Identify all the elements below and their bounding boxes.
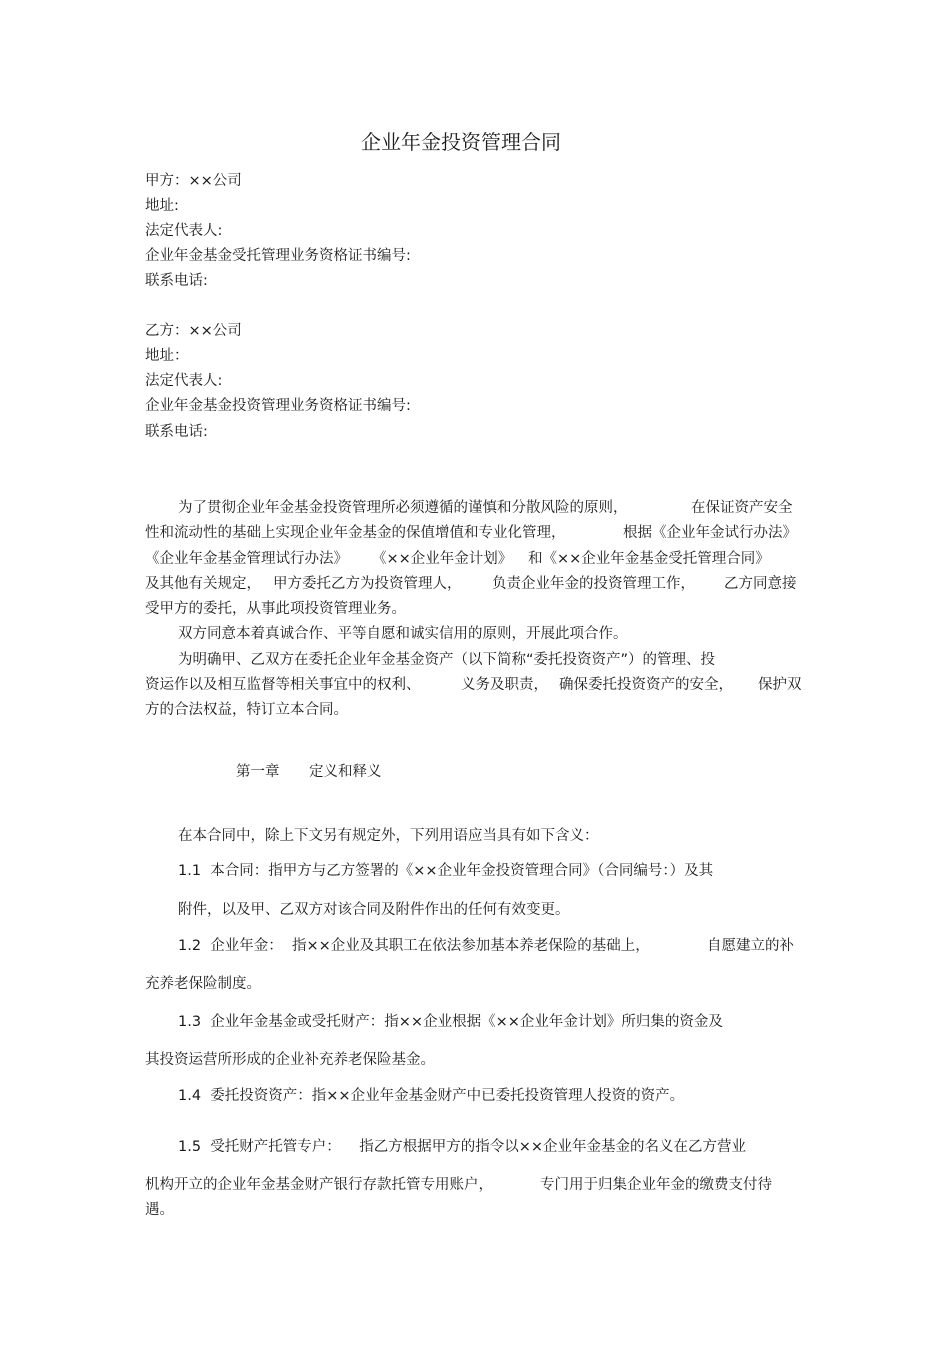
definitions-intro: 在本合同中，除上下文另有规定外，下列用语应当具有如下含义： xyxy=(178,828,599,844)
preamble-p1-segment: 和《××企业年金基金受托管理合同》 xyxy=(528,551,770,567)
definition-1-2: 1.2 企业年金： 指××企业及其职工在依法参加基本养老保险的基础上， xyxy=(178,938,650,954)
chapter-name: 定义和释义 xyxy=(309,764,382,780)
definition-1-3-cont: 其投资运营所形成的企业补充养老保险基金。 xyxy=(145,1052,435,1068)
definition-1-1-cont: 附件，以及甲、乙双方对该合同及附件作出的任何有效变更。 xyxy=(178,902,570,918)
preamble-p2: 双方同意本着真诚合作、平等自愿和诚实信用的原则，开展此项合作。 xyxy=(178,626,628,642)
definition-1-4: 1.4 委托投资资产：指××企业年金基金财产中已委托投资管理人投资的资产。 xyxy=(178,1088,685,1104)
preamble-p1-segment: 《××企业年金计划》 xyxy=(372,551,513,567)
preamble-p1-segment: 甲方委托乙方为投资管理人， xyxy=(273,576,462,592)
definition-1-5-cont: 机构开立的企业年金基金财产银行存款托管专用账户， xyxy=(145,1177,493,1193)
preamble-p1-segment: 在保证资产安全 xyxy=(691,500,793,516)
document-title: 企业年金投资管理合同 xyxy=(361,130,561,154)
definition-1-5-seg: 专门用于归集企业年金的缴费支付待 xyxy=(540,1177,772,1193)
preamble-p1-segment: 为了贯彻企业年金基金投资管理所必须遵循的谨慎和分散风险的原则， xyxy=(178,500,628,516)
definition-1-3: 1.3 企业年金基金或受托财产：指××企业根据《××企业年金计划》所归集的资金及 xyxy=(178,1014,723,1030)
preamble-p1-segment: 性和流动性的基础上实现企业年金基金的保值增值和专业化管理， xyxy=(145,525,566,541)
definition-1-5: 1.5 受托财产托管专户： 指乙方根据甲方的指令以××企业年金基金的名义在乙方营业 xyxy=(178,1139,747,1155)
preamble-p1-segment: 负责企业年金的投资管理工作， xyxy=(492,576,695,592)
definition-1-1: 1.1 本合同：指甲方与乙方签署的《××企业年金投资管理合同》（合同编号：）及其 xyxy=(178,863,714,879)
preamble-p1-segment: 及其他有关规定， xyxy=(145,576,261,592)
preamble-p3-segment: 为明确甲、乙双方在委托企业年金基金资产（以下简称“委托投资资产”）的管理、投 xyxy=(178,652,716,668)
preamble-p3-segment: 确保委托投资资产的安全， xyxy=(559,677,733,693)
party-a-name: 甲方：××公司 xyxy=(145,173,242,189)
party-a-address: 地址: xyxy=(145,198,179,214)
preamble-p1-segment: 受甲方的委托，从事此项投资管理业务。 xyxy=(145,601,406,617)
party-a-phone: 联系电话: xyxy=(145,273,208,289)
definition-1-2-cont: 充养老保险制度。 xyxy=(145,976,261,992)
preamble-p3-segment: 保护双 xyxy=(758,677,802,693)
preamble-p3-segment: 义务及职责， xyxy=(461,677,548,693)
party-b-phone: 联系电话: xyxy=(145,424,208,440)
preamble-p3-segment: 方的合法权益，特订立本合同。 xyxy=(145,702,348,718)
party-b-address: 地址： xyxy=(145,348,189,364)
party-b-legal-rep: 法定代表人: xyxy=(145,373,223,389)
preamble-p1-segment: 《企业年金基金管理试行办法》 xyxy=(145,551,348,567)
definition-1-5-end: 遇。 xyxy=(145,1202,174,1218)
party-a-cert-no: 企业年金基金受托管理业务资格证书编号: xyxy=(145,248,411,264)
preamble-p1-segment: 根据《企业年金试行办法》 xyxy=(623,525,797,541)
preamble-p1-segment: 乙方同意接 xyxy=(724,576,797,592)
chapter-number: 第一章 xyxy=(236,764,280,780)
party-b-name: 乙方：××公司 xyxy=(145,323,242,339)
party-b-cert-no: 企业年金基金投资管理业务资格证书编号: xyxy=(145,398,411,414)
definition-1-2-seg: 自愿建立的补 xyxy=(707,938,794,954)
party-a-legal-rep: 法定代表人: xyxy=(145,223,223,239)
preamble-p3-segment: 资运作以及相互监督等相关事宜中的权利、 xyxy=(145,677,421,693)
